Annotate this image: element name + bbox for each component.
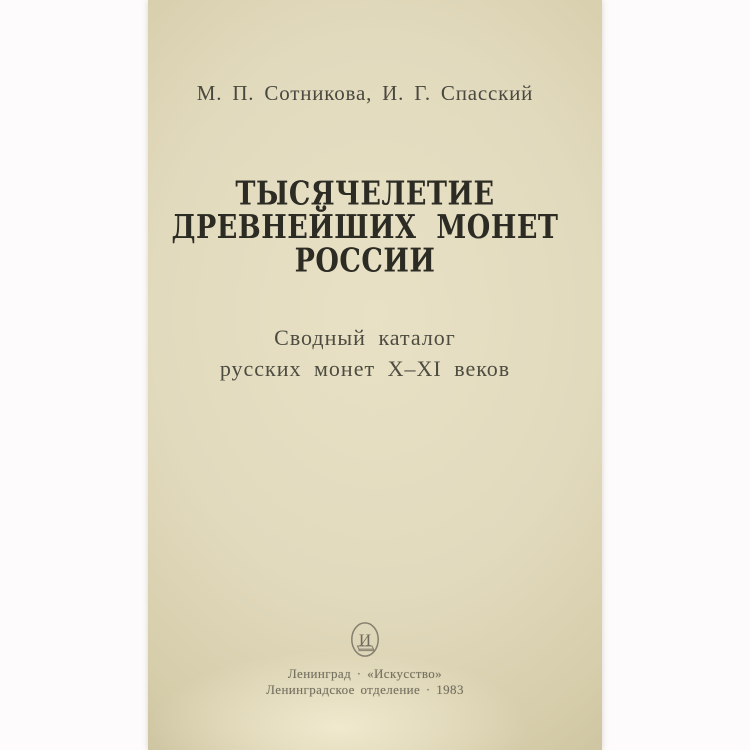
book-subtitle xyxy=(148,322,582,384)
publisher-logo-area xyxy=(148,621,582,661)
imprint-line-1: Ленинград · «Искусство» xyxy=(287,666,443,681)
imprint xyxy=(148,666,582,697)
authors-line: М. П. Сотникова, И. Г. Спасский xyxy=(196,81,534,105)
publisher-logo-letter: И xyxy=(358,630,372,650)
book-title-line-3: РОССИИ xyxy=(294,242,436,280)
book-title-page xyxy=(148,0,602,750)
book-title-line-1: ТЫСЯЧЕЛЕТИЕ xyxy=(235,175,495,213)
subtitle-line-2: русских монет X–XI веков xyxy=(219,356,511,381)
iskusstvo-publisher-logo-icon xyxy=(350,621,380,659)
book-title xyxy=(148,175,582,280)
subtitle-line-1: Сводный каталог xyxy=(274,325,456,350)
book-title-line-2: ДРЕВНЕЙШИХ МОНЕТ xyxy=(171,209,559,247)
imprint-line-2: Ленинградское отделение · 1983 xyxy=(266,681,464,697)
